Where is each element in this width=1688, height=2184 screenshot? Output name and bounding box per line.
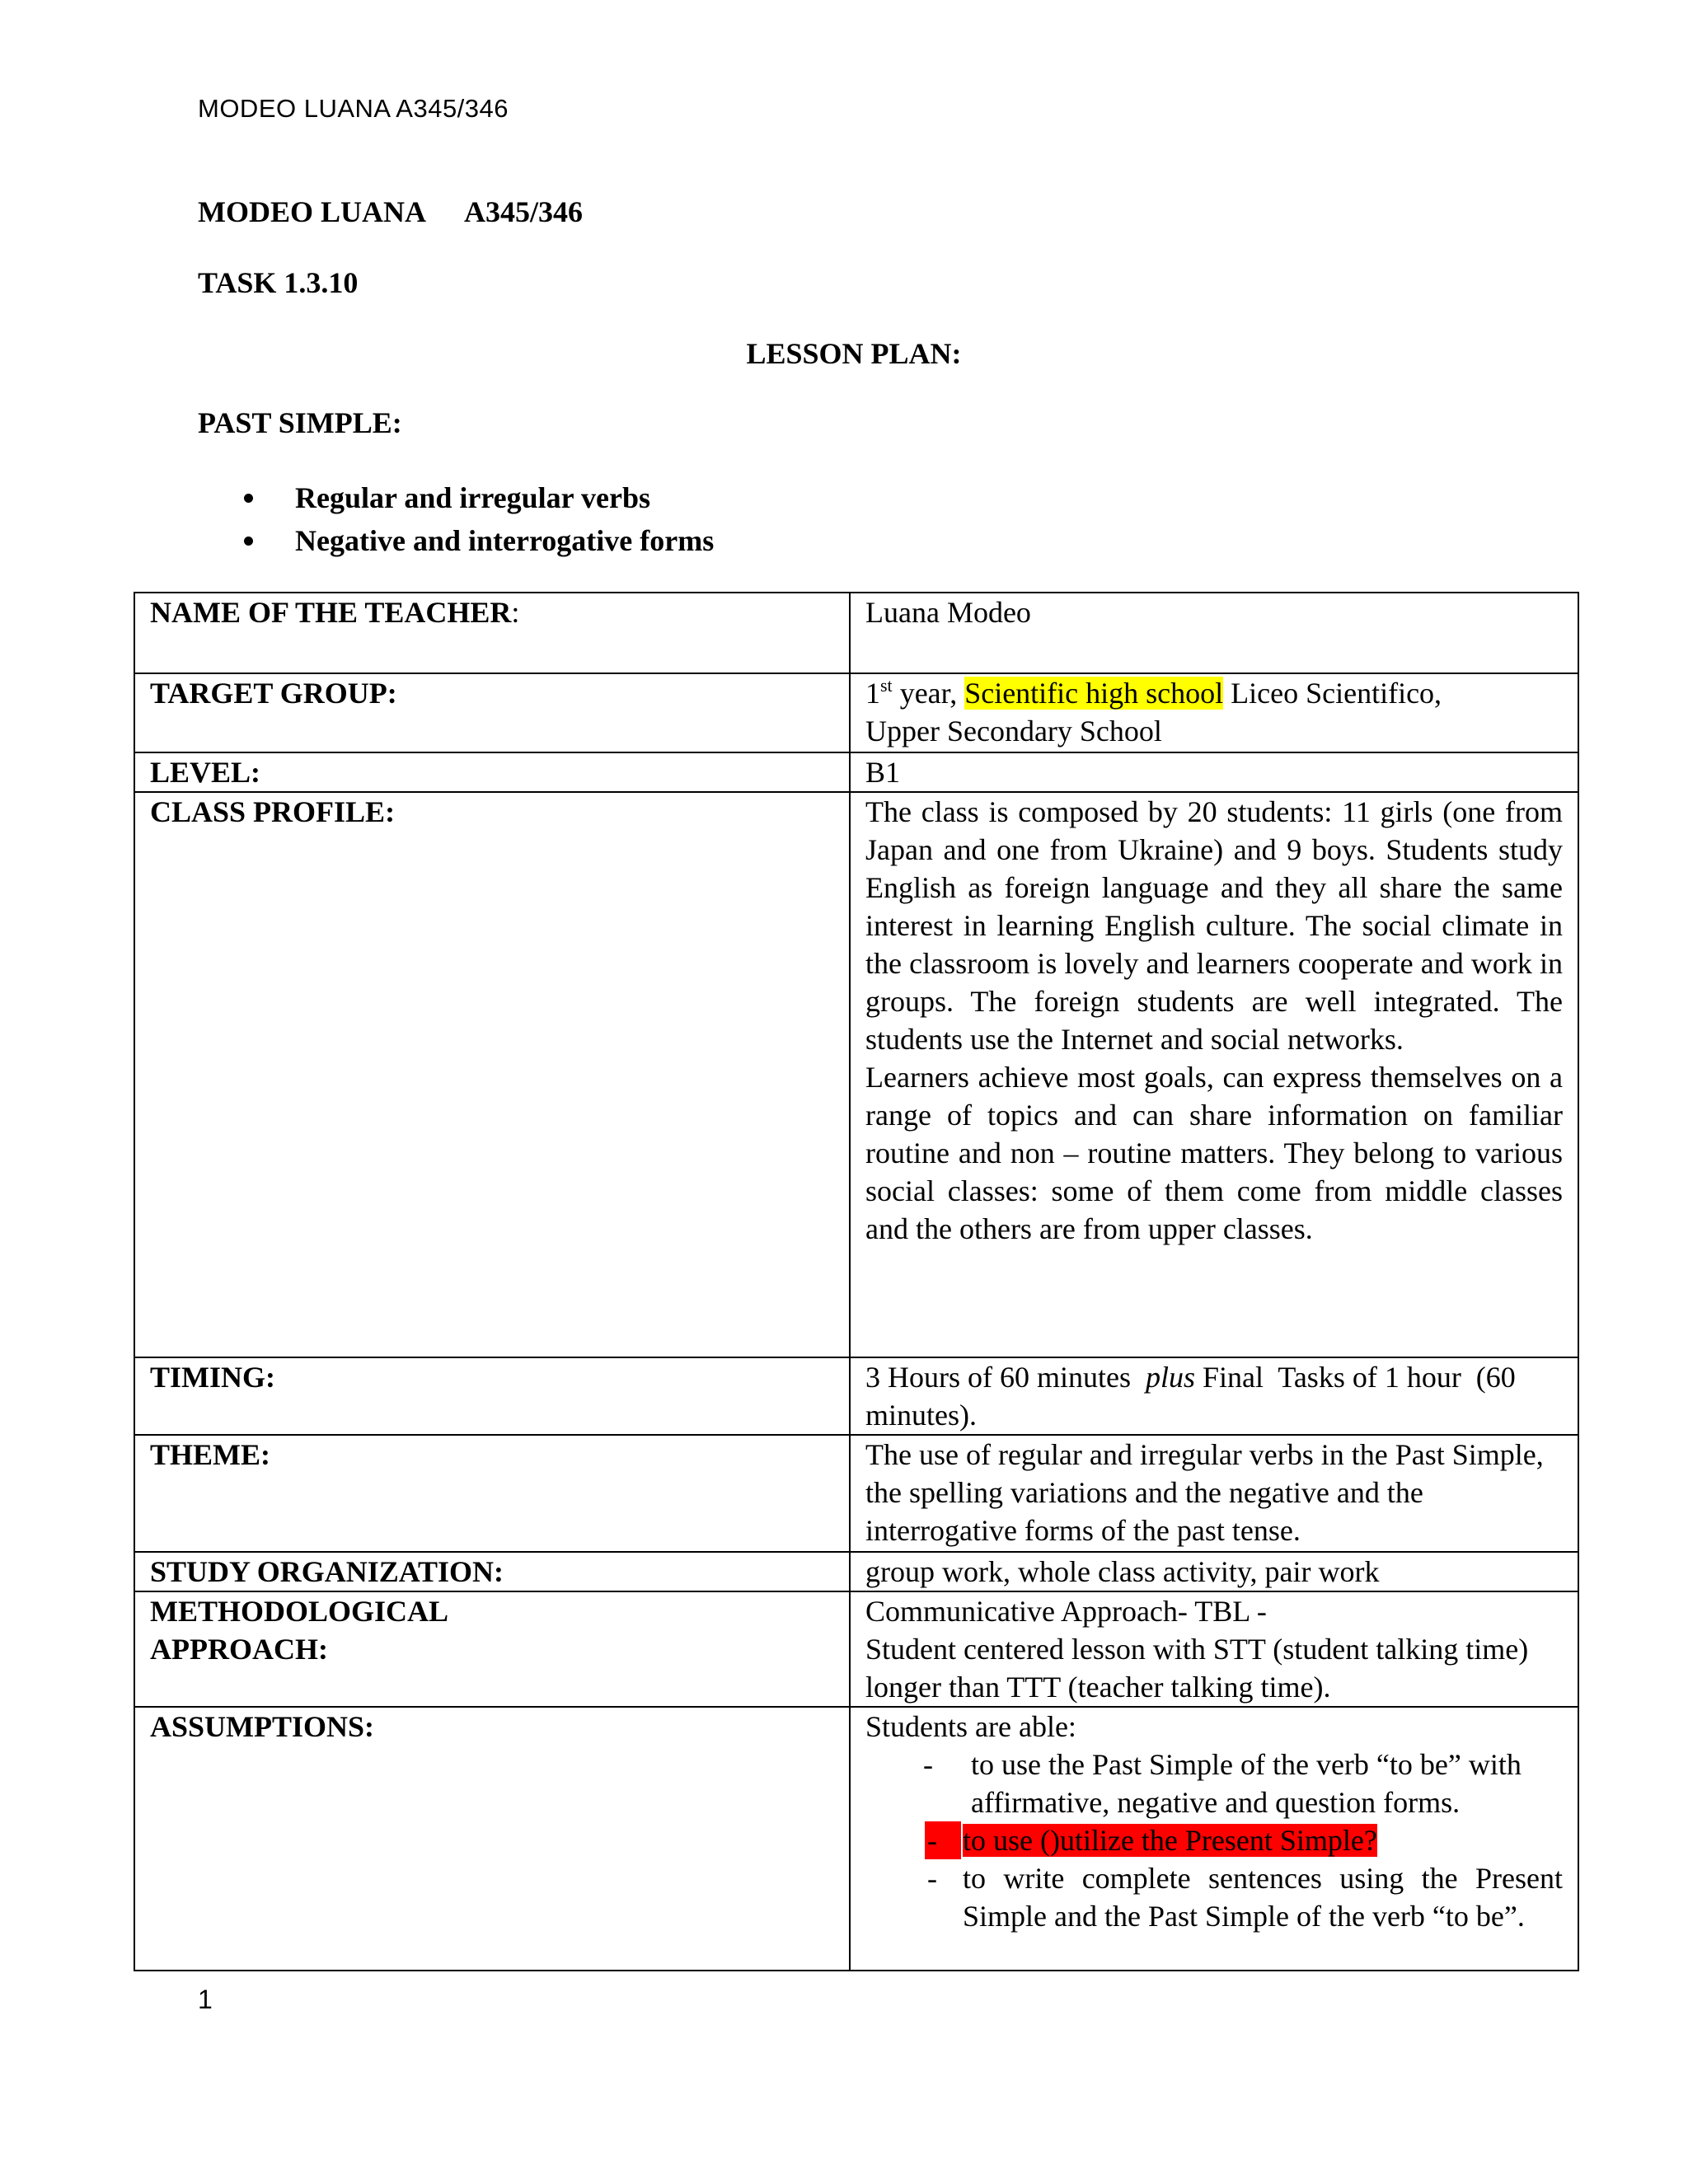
method-label-cell bbox=[134, 1591, 850, 1707]
method-value-line2: Student centered lesson with STT (student talking time) longer than TTT (teacher talking time). bbox=[865, 1633, 1529, 1704]
dash-marker: - bbox=[923, 1748, 933, 1781]
assumptions-value-cell bbox=[850, 1707, 1578, 1971]
method-label-line2: APPROACH: bbox=[150, 1633, 328, 1666]
bullet-dot-icon bbox=[244, 494, 253, 503]
target-value-rest: Liceo Scientifico, bbox=[1223, 677, 1442, 710]
bullet-item bbox=[239, 519, 714, 562]
teacher-label: NAME OF THE TEACHER bbox=[150, 596, 512, 629]
table-row bbox=[134, 1707, 1578, 1971]
dash-marker: - bbox=[927, 1862, 937, 1895]
list-item bbox=[865, 1859, 1563, 1935]
author-name: MODEO LUANA bbox=[198, 195, 426, 228]
table-row bbox=[134, 792, 1578, 1357]
table-row bbox=[134, 1552, 1578, 1591]
target-value-number: 1 bbox=[865, 677, 880, 710]
theme-label-cell bbox=[134, 1435, 850, 1552]
theme-value-cell bbox=[850, 1435, 1578, 1552]
topic-bullet-list bbox=[239, 476, 714, 562]
theme-label: THEME: bbox=[150, 1438, 271, 1471]
study-label-cell bbox=[134, 1552, 850, 1591]
target-label: TARGET GROUP: bbox=[150, 677, 397, 710]
table-row bbox=[134, 593, 1578, 673]
table-row bbox=[134, 1591, 1578, 1707]
table-row bbox=[134, 1357, 1578, 1435]
target-value-line2: Upper Secondary School bbox=[865, 715, 1162, 748]
target-value-mid: year, bbox=[892, 677, 965, 710]
timing-label: TIMING: bbox=[150, 1361, 275, 1394]
study-value-cell bbox=[850, 1552, 1578, 1591]
method-value-cell bbox=[850, 1591, 1578, 1707]
study-label: STUDY ORGANIZATION: bbox=[150, 1555, 504, 1588]
teacher-label-colon: : bbox=[511, 596, 520, 629]
assumption-text-1: to use the Past Simple of the verb “to be” with affirmative, negative and question forms. bbox=[971, 1748, 1522, 1819]
bullet-dot-icon bbox=[244, 537, 253, 546]
author-code: A345/346 bbox=[464, 195, 583, 228]
target-value-sup: st bbox=[880, 675, 893, 696]
profile-paragraph-1: The class is composed by 20 students: 11 girls (one from Japan and one from Ukraine) and 9 boys. Students study English as foreign language and they all share the same interest in learning English culture. The social climate in the classroom is lovely and learners cooperate and work in groups. The foreign students are well integrated. The students use the Internet and social networks. bbox=[865, 795, 1563, 1056]
assumption-text-2: to use ()utilize the Present Simple? bbox=[963, 1824, 1377, 1857]
table-row bbox=[134, 673, 1578, 752]
target-label-cell bbox=[134, 673, 850, 752]
profile-value-cell bbox=[850, 792, 1578, 1357]
topic-heading: PAST SIMPLE: bbox=[198, 406, 402, 439]
profile-paragraph-2: Learners achieve most goals, can express themselves on a range of topics and can share information on familiar routine and non – routine matters. They belong to various social classes: some of them come from middle classes and the others are from upper classes. bbox=[865, 1061, 1563, 1245]
level-label: LEVEL: bbox=[150, 756, 261, 789]
timing-value-italic: plus bbox=[1145, 1361, 1195, 1394]
method-label-line1: METHODOLOGICAL bbox=[150, 1595, 449, 1628]
teacher-value: Luana Modeo bbox=[865, 596, 1031, 629]
bullet-text: Regular and irregular verbs bbox=[295, 481, 650, 514]
assumption-text-3: to write complete sentences using the Present Simple and the Past Simple of the verb “to be”. bbox=[963, 1862, 1563, 1933]
lesson-plan-heading bbox=[0, 336, 1688, 371]
method-value-line1: Communicative Approach- TBL - bbox=[865, 1595, 1267, 1628]
dash-marker: - bbox=[927, 1824, 937, 1857]
list-item bbox=[865, 1821, 1563, 1859]
target-value-highlight: Scientific high school bbox=[964, 677, 1224, 710]
target-value-line1 bbox=[865, 674, 1563, 712]
lesson-plan-text: LESSON PLAN: bbox=[746, 337, 962, 370]
level-value-cell bbox=[850, 752, 1578, 792]
bullet-item bbox=[239, 476, 714, 519]
timing-label-cell bbox=[134, 1357, 850, 1435]
profile-label-cell bbox=[134, 792, 850, 1357]
lesson-plan-table bbox=[134, 592, 1579, 1971]
bullet-text: Negative and interrogative forms bbox=[295, 524, 715, 557]
assumptions-intro: Students are able: bbox=[865, 1710, 1076, 1743]
target-value-cell bbox=[850, 673, 1578, 752]
level-value: B1 bbox=[865, 756, 901, 789]
page-number: 1 bbox=[198, 1985, 213, 2014]
study-value: group work, whole class activity, pair work bbox=[865, 1555, 1380, 1588]
teacher-value-cell bbox=[850, 593, 1578, 673]
profile-label: CLASS PROFILE: bbox=[150, 795, 396, 828]
timing-value-a: 3 Hours of 60 minutes bbox=[865, 1361, 1146, 1394]
table-row bbox=[134, 752, 1578, 792]
teacher-label-cell bbox=[134, 593, 850, 673]
assumptions-list bbox=[865, 1746, 1563, 1935]
running-header: MODEO LUANA A345/346 bbox=[198, 94, 509, 123]
timing-value-cell bbox=[850, 1357, 1578, 1435]
list-item bbox=[865, 1746, 1563, 1821]
level-label-cell bbox=[134, 752, 850, 792]
author-line bbox=[198, 194, 583, 229]
task-title: TASK 1.3.10 bbox=[198, 266, 359, 299]
table-row bbox=[134, 1435, 1578, 1552]
theme-value: The use of regular and irregular verbs in the Past Simple, the spelling variations and the negative and the interrogative forms of the past tense. bbox=[865, 1438, 1544, 1547]
assumptions-label: ASSUMPTIONS: bbox=[150, 1710, 375, 1743]
timing-value-b: Final Tasks of 1 hour (60 minutes). bbox=[865, 1361, 1523, 1432]
assumptions-label-cell bbox=[134, 1707, 850, 1971]
